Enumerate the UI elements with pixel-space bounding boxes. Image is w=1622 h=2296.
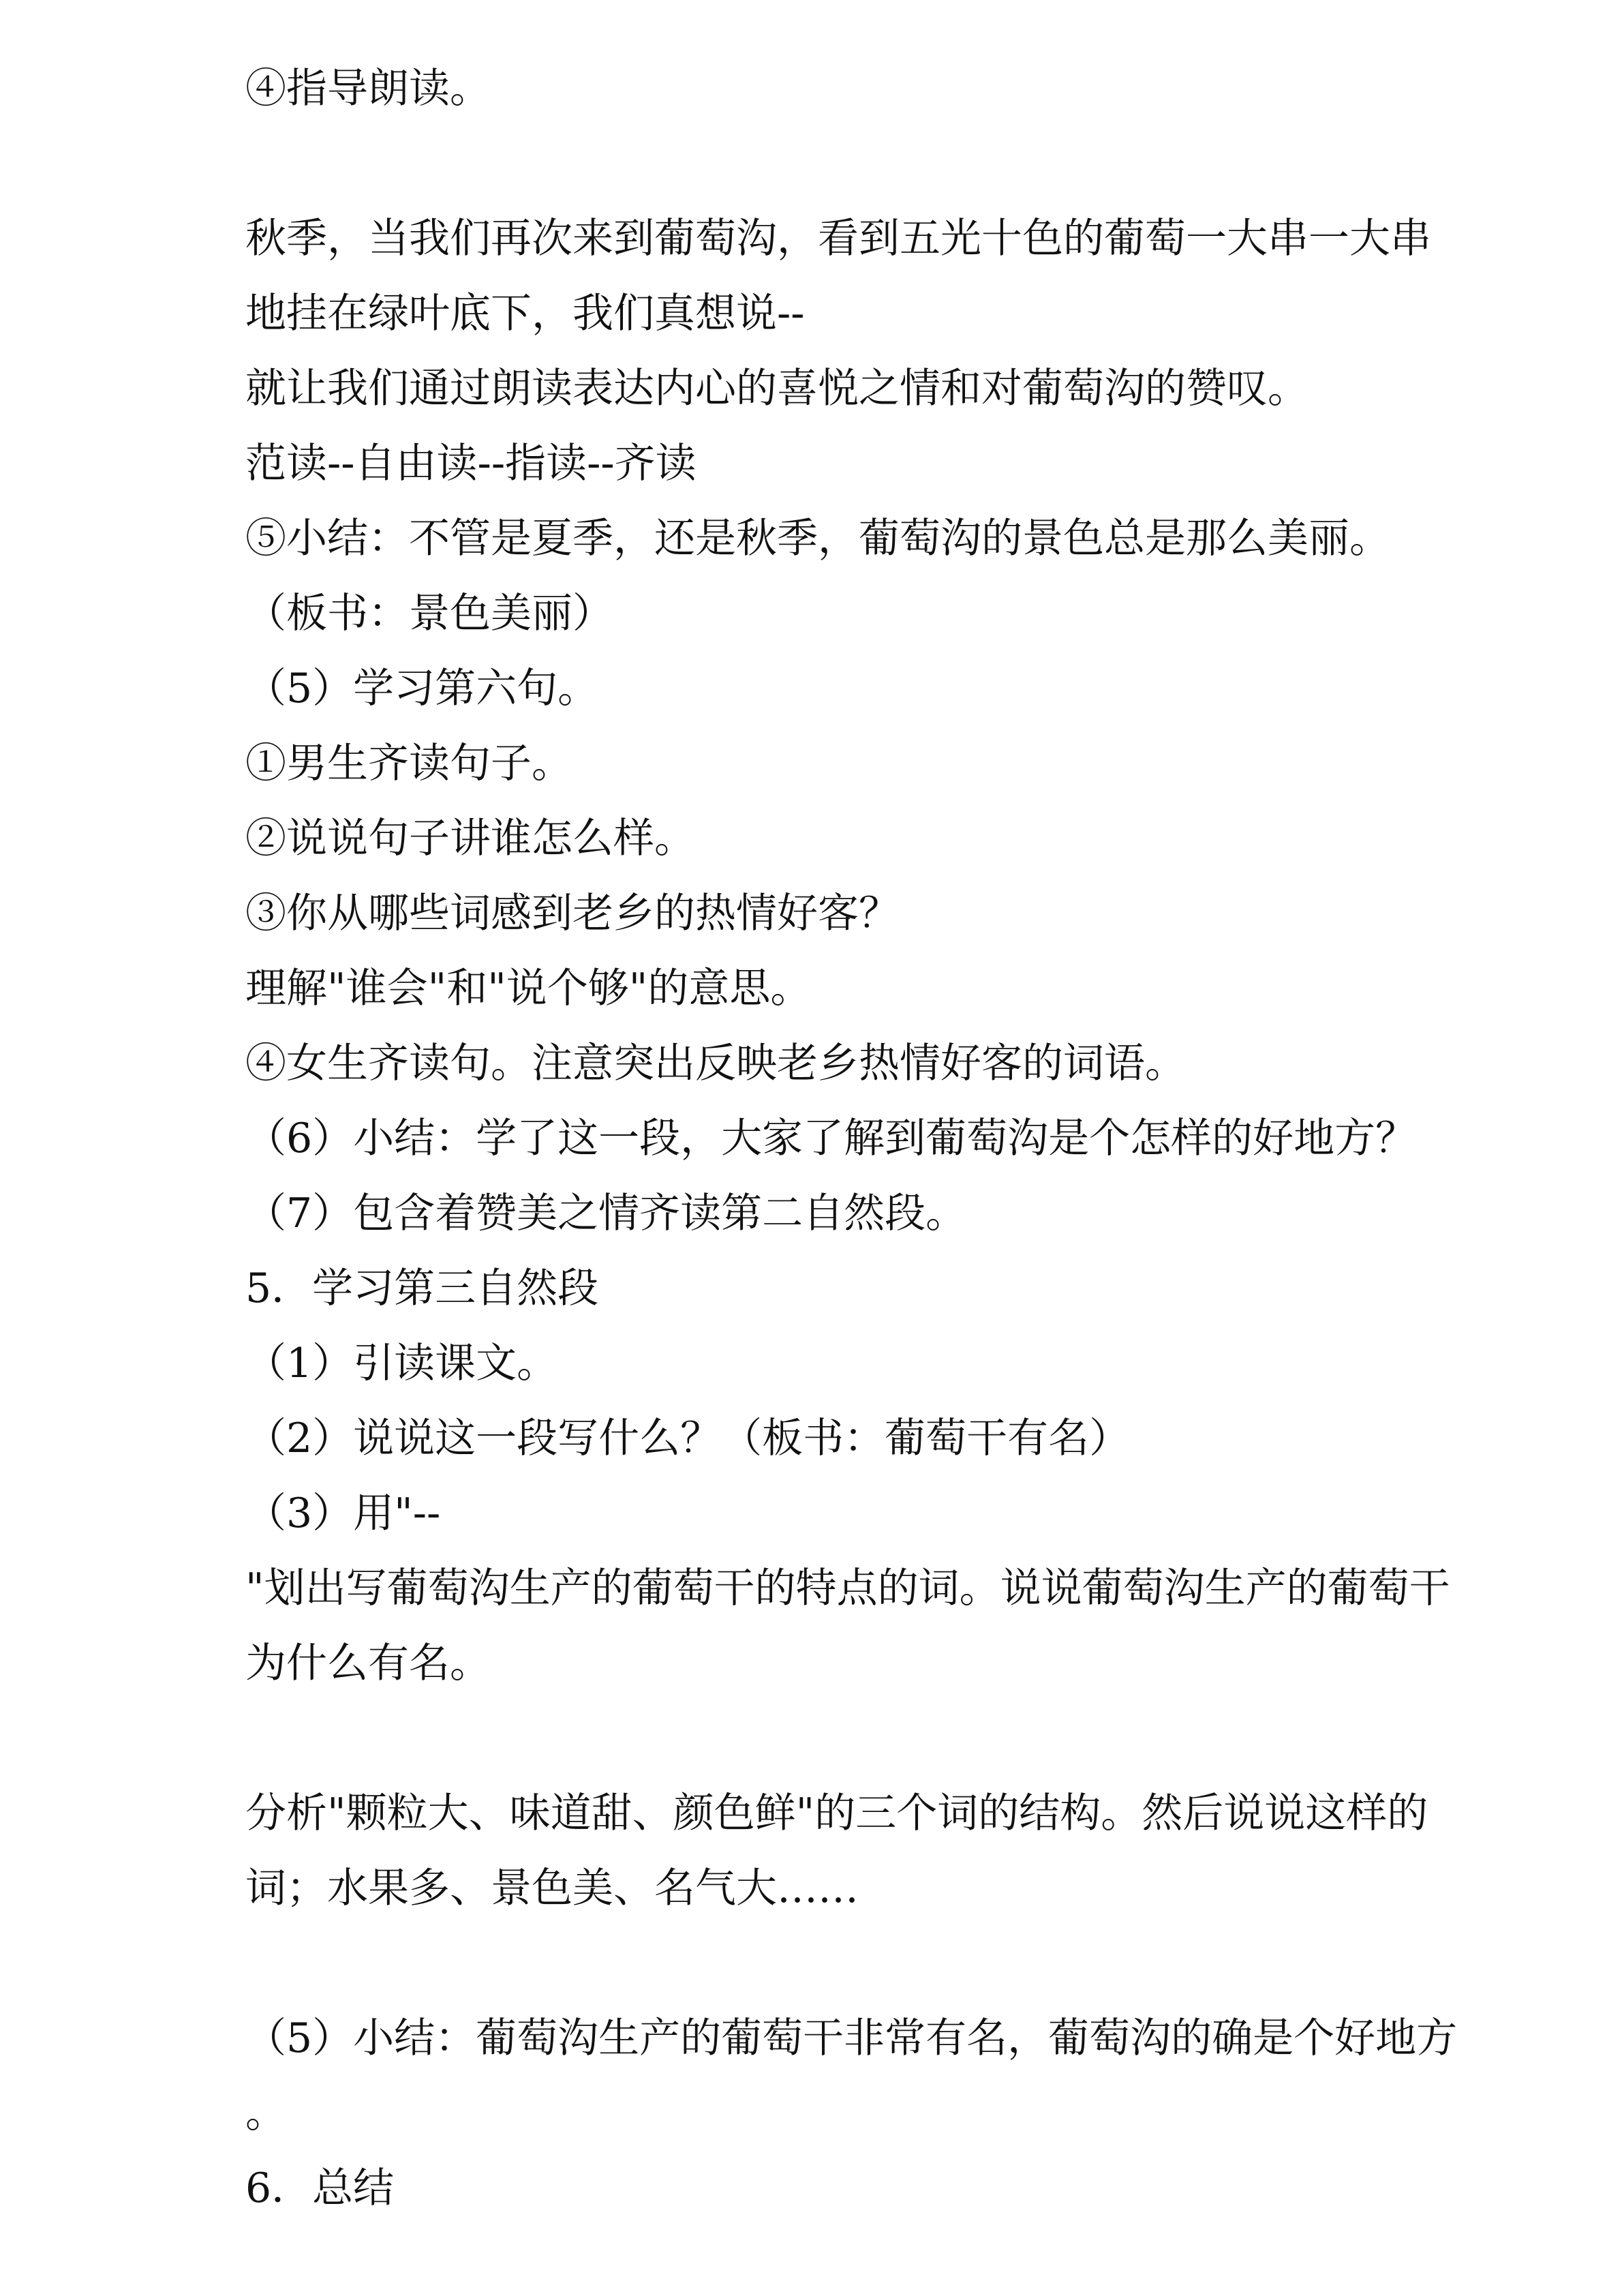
text-line-who-how: ②说说句子讲谁怎么样。 [245, 815, 695, 862]
text-line-hospitality-question: ③你从哪些词感到老乡的热情好客？ [245, 890, 900, 937]
text-line-underline-instruction: （3）用"-- [245, 1490, 441, 1537]
text-line-express-joy: 就让我们通过朗读表达内心的喜悦之情和对葡萄沟的赞叹。 [245, 365, 1309, 412]
text-line-read-paragraph-two: （7）包含着赞美之情齐读第二自然段。 [245, 1190, 967, 1237]
text-line-word-examples: 词；水果多、景色美、名气大…… [245, 1864, 859, 1912]
text-line-what-written: （2）说说这一段写什么？（板书：葡萄干有名） [245, 1415, 1131, 1462]
text-line-guided-reading: ④指导朗读。 [245, 65, 491, 112]
text-line-conclusion-heading: 6．总结 [245, 2164, 395, 2212]
text-line-guided-text: （1）引读课文。 [245, 1340, 558, 1387]
text-line-autumn-continued: 地挂在绿叶底下，我们真想说-- [245, 290, 805, 337]
text-line-word-structure: 分析"颗粒大、味道甜、颜色鲜"的三个词的结构。然后说说这样的 [245, 1789, 1428, 1837]
text-line-sixth-sentence: （5）学习第六句。 [245, 665, 599, 712]
text-line-autumn-intro: 秋季，当我们再次来到葡萄沟，看到五光十色的葡萄一大串一大串 [245, 215, 1431, 262]
text-line-boys-read: ①男生齐读句子。 [245, 740, 572, 787]
text-line-summary-scenery: ⑤小结：不管是夏季，还是秋季，葡萄沟的景色总是那么美丽。 [245, 515, 1390, 562]
text-line-period: 。 [245, 2089, 286, 2137]
text-line-why-famous: 为什么有名。 [245, 1640, 491, 1687]
text-line-board-scenery: （板书：景色美丽） [245, 590, 613, 637]
text-line-reading-steps: 范读--自由读--指读--齐读 [245, 440, 697, 487]
text-line-girls-read: ④女生齐读句。注意突出反映老乡热情好客的词语。 [245, 1040, 1186, 1087]
text-line-understand-words: 理解"谁会"和"说个够"的意思。 [245, 965, 812, 1012]
text-line-section-summary: （6）小结：学了这一段，大家了解到葡萄沟是个怎样的好地方？ [245, 1115, 1417, 1162]
text-line-raisin-features: "划出写葡萄沟生产的葡萄干的特点的词。说说葡萄沟生产的葡萄干 [245, 1565, 1450, 1612]
text-line-third-paragraph-heading: 5．学习第三自然段 [245, 1265, 599, 1312]
text-line-raisin-summary: （5）小结：葡萄沟生产的葡萄干非常有名，葡萄沟的确是个好地方 [245, 2014, 1458, 2062]
